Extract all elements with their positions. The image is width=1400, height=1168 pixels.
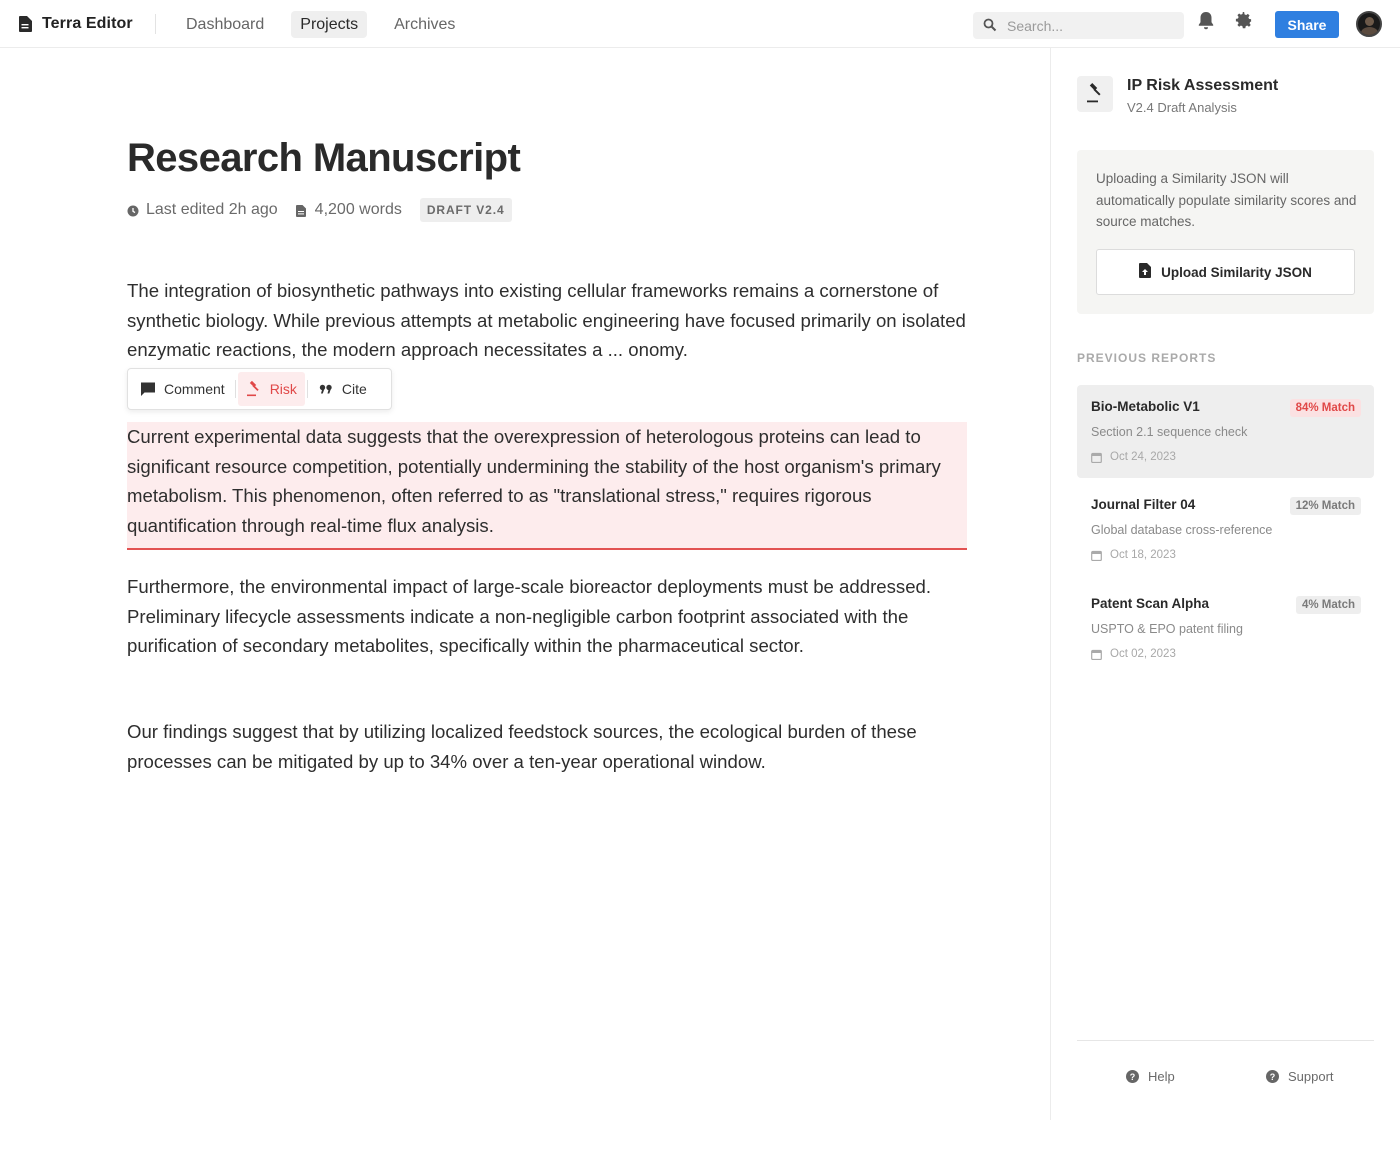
search-icon xyxy=(983,18,997,32)
support-link[interactable] xyxy=(1266,1069,1334,1084)
document-icon xyxy=(18,16,32,32)
upload-description: Uploading a Similarity JSON will automatically populate similarity scores and source matches. xyxy=(1096,171,1357,229)
paragraph[interactable]: Furthermore, the environmental impact of large-scale bioreactor deployments must be addressed. Preliminary lifecycle assessments indicate a non-negligible carbon footprint associated with the purification of secondary metabolites, specifically within the pharmaceutical sector. xyxy=(127,576,932,656)
cite-button[interactable] xyxy=(310,372,375,406)
comment-button[interactable] xyxy=(132,372,233,406)
search-box xyxy=(973,12,1184,39)
upload-button-label: Upload Similarity JSON xyxy=(1161,264,1312,280)
calendar-icon xyxy=(1091,649,1102,660)
sidebar-header xyxy=(1077,76,1278,115)
report-item[interactable] xyxy=(1077,582,1374,675)
nav-projects[interactable]: Projects xyxy=(291,11,367,38)
clock-icon xyxy=(127,204,139,216)
report-date-text: Oct 18, 2023 xyxy=(1110,549,1176,561)
avatar-body xyxy=(1361,27,1378,37)
gavel-icon xyxy=(246,381,262,397)
report-description: Global database cross-reference xyxy=(1091,523,1273,537)
comment-icon xyxy=(140,381,156,397)
divider xyxy=(155,14,156,34)
sidebar-footer xyxy=(1077,1040,1374,1110)
divider xyxy=(307,380,308,398)
word-count xyxy=(296,201,402,219)
paragraph[interactable]: The integration of biosynthetic pathways into existing cellular frameworks remains a cornerstone of synthetic biology. While previous attempts at metabolic engineering have focused primarily on isolated enzymatic reactions, the modern approach necessitates a ... onomy. xyxy=(127,280,966,360)
match-badge: 84% Match xyxy=(1290,399,1361,417)
last-edited-text: Last edited 2h ago xyxy=(146,201,278,218)
avatar-head xyxy=(1365,17,1374,26)
upload-card xyxy=(1077,150,1374,314)
report-item[interactable] xyxy=(1077,385,1374,478)
match-badge: 12% Match xyxy=(1290,497,1361,515)
previous-reports-heading: PREVIOUS REPORTS xyxy=(1077,351,1217,365)
nav-dashboard[interactable]: Dashboard xyxy=(186,16,265,33)
calendar-icon xyxy=(1091,550,1102,561)
share-button[interactable]: Share xyxy=(1275,11,1339,38)
match-badge: 4% Match xyxy=(1296,596,1361,614)
sidebar-title: IP Risk Assessment xyxy=(1127,77,1279,94)
brand[interactable] xyxy=(18,12,133,36)
report-date-text: Oct 24, 2023 xyxy=(1110,451,1176,463)
risk-label: Risk xyxy=(269,381,297,397)
report-date xyxy=(1091,648,1176,660)
report-description: USPTO & EPO patent filing xyxy=(1091,622,1243,636)
word-count-text: 4,200 words xyxy=(314,201,402,218)
report-date xyxy=(1091,549,1176,561)
report-name: Journal Filter 04 xyxy=(1091,497,1196,512)
support-label: Support xyxy=(1288,1069,1334,1084)
quote-icon xyxy=(318,381,334,397)
risk-button[interactable] xyxy=(238,372,305,406)
report-date xyxy=(1091,451,1176,463)
help-icon xyxy=(1126,1070,1139,1083)
avatar[interactable] xyxy=(1356,11,1382,37)
report-description: Section 2.1 sequence check xyxy=(1091,425,1248,439)
gear-icon[interactable] xyxy=(1234,11,1256,33)
main-nav xyxy=(177,11,464,38)
ip-risk-sidebar xyxy=(1050,48,1400,1120)
sidebar-subtitle: V2.4 Draft Analysis xyxy=(1127,100,1237,115)
app-name: Terra Editor xyxy=(42,15,133,32)
document-icon xyxy=(296,204,308,216)
help-label: Help xyxy=(1148,1069,1175,1084)
page-title: Research Manuscript xyxy=(127,136,521,180)
bell-icon[interactable] xyxy=(1197,11,1219,33)
nav-archives[interactable]: Archives xyxy=(394,16,456,33)
report-name: Patent Scan Alpha xyxy=(1091,596,1210,611)
svg-text:?: ? xyxy=(1269,1071,1276,1082)
cite-label: Cite xyxy=(341,381,367,397)
status-badge: DRAFT V2.4 xyxy=(420,198,512,222)
search-input[interactable] xyxy=(1007,12,1177,39)
divider xyxy=(235,380,236,398)
calendar-icon xyxy=(1091,452,1102,463)
svg-text:?: ? xyxy=(1129,1071,1136,1082)
file-upload-icon xyxy=(1139,263,1151,281)
paragraph[interactable]: Our findings suggest that by utilizing localized feedstock sources, the ecological burden of these processes can be mitigated by up to 34% over a ten-year operational window. xyxy=(127,721,917,772)
sidebar-titles xyxy=(1127,76,1278,115)
last-edited xyxy=(127,201,278,219)
help-link[interactable] xyxy=(1126,1069,1175,1084)
highlighted-paragraph[interactable]: Current experimental data suggests that the overexpression of heterologous proteins can lead to significant resource competition, potentially undermining the stability of the host organism's primary metabolism. This phenomenon, often referred to as "translational stress," requires rigorous quantification through real-time flux analysis. xyxy=(127,422,967,550)
comment-label: Comment xyxy=(164,381,225,397)
upload-similarity-json-button[interactable] xyxy=(1096,249,1355,295)
report-name: Bio-Metabolic V1 xyxy=(1091,399,1200,414)
report-date-text: Oct 02, 2023 xyxy=(1110,648,1176,660)
gavel-icon xyxy=(1077,76,1113,112)
document-meta xyxy=(127,198,512,222)
top-bar xyxy=(0,0,1400,48)
selection-toolbar xyxy=(127,368,392,410)
report-item[interactable] xyxy=(1077,483,1374,576)
support-icon xyxy=(1266,1070,1279,1083)
